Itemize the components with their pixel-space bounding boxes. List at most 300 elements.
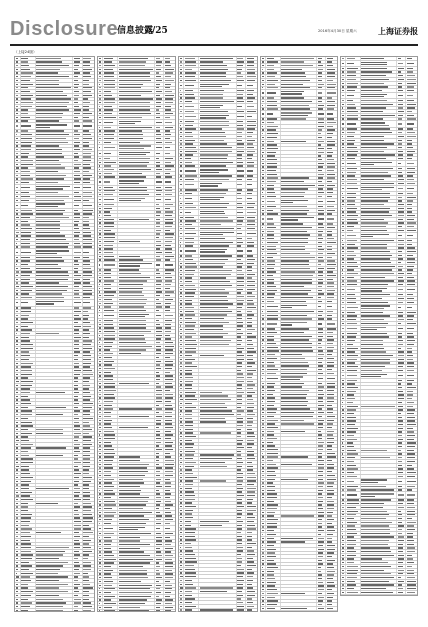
table-cell: [184, 347, 199, 350]
table-cell: [246, 306, 257, 309]
text-placeholder: [200, 72, 226, 73]
table-cell: [164, 259, 175, 262]
text-placeholder: [165, 412, 173, 413]
table-cell: [36, 377, 74, 380]
table-cell: [155, 248, 164, 251]
table-cell: [164, 591, 175, 594]
table-cell: [266, 125, 280, 128]
table-cell: [155, 426, 164, 429]
text-placeholder: [318, 126, 324, 127]
table-cell: [103, 437, 118, 440]
text-placeholder: [119, 288, 144, 289]
text-placeholder: [104, 273, 111, 274]
table-cell: [103, 72, 118, 75]
table-cell: [103, 558, 118, 561]
table-cell: [103, 64, 118, 67]
text-placeholder: [200, 392, 222, 393]
text-placeholder: [99, 169, 101, 170]
table-cell: [237, 387, 246, 390]
table-cell: [73, 557, 82, 560]
text-placeholder: [104, 482, 112, 483]
table-cell: [266, 111, 280, 116]
table-cell: [237, 220, 246, 223]
text-placeholder: [36, 286, 68, 287]
table-row: [15, 609, 94, 612]
table-cell: [36, 181, 74, 184]
table-cell: [118, 345, 155, 348]
text-placeholder: [74, 562, 79, 563]
table-cell: [266, 147, 280, 150]
text-placeholder: [74, 514, 79, 515]
text-placeholder: [16, 95, 18, 96]
table-cell: [21, 64, 36, 67]
text-placeholder: [74, 297, 80, 298]
table-cell: [237, 358, 246, 361]
table-cell: [199, 196, 236, 201]
text-placeholder: [200, 165, 226, 166]
text-placeholder: [21, 130, 28, 131]
table-cell: [155, 540, 164, 543]
text-placeholder: [200, 213, 225, 214]
text-placeholder: [104, 479, 114, 480]
continued-note: （上接24版）: [14, 50, 37, 54]
table-cell: [103, 109, 118, 112]
table-cell: [184, 61, 199, 64]
table-cell: [21, 395, 36, 398]
text-placeholder: [156, 386, 161, 387]
text-placeholder: [16, 503, 18, 504]
table-cell: [83, 256, 94, 259]
text-placeholder: [74, 117, 78, 118]
table-cell: [246, 605, 257, 608]
text-placeholder: [237, 359, 244, 360]
table-cell: [237, 491, 246, 494]
table-cell: [246, 369, 257, 372]
table-cell: [21, 213, 36, 216]
text-placeholder: [119, 65, 146, 66]
table-cell: [155, 569, 164, 572]
table-cell: [36, 90, 74, 93]
table-cell: [36, 535, 74, 538]
text-placeholder: [16, 200, 19, 201]
table-cell: [237, 110, 246, 113]
text-placeholder: [83, 98, 88, 99]
table-column: [178, 56, 258, 612]
table-cell: [164, 244, 175, 247]
text-placeholder: [185, 392, 195, 393]
table-cell: [21, 195, 36, 198]
table-cell: [246, 398, 257, 401]
text-placeholder: [74, 213, 80, 214]
table-cell: [237, 347, 246, 350]
text-placeholder: [327, 122, 336, 123]
text-placeholder: [267, 141, 274, 142]
text-placeholder: [318, 65, 323, 66]
table-cell: [164, 467, 175, 470]
text-placeholder: [267, 101, 277, 102]
text-placeholder: [99, 181, 101, 182]
text-placeholder: [119, 540, 141, 541]
table-cell: [184, 373, 199, 376]
text-placeholder: [165, 303, 172, 304]
table-cell: [184, 161, 199, 164]
text-placeholder: [180, 94, 183, 95]
text-placeholder: [36, 576, 68, 577]
text-placeholder: [16, 160, 18, 161]
table-cell: [83, 402, 94, 405]
text-placeholder: [200, 224, 222, 225]
text-placeholder: [200, 121, 229, 122]
table-cell: [118, 470, 155, 473]
table-cell: [83, 332, 94, 335]
text-placeholder: [185, 322, 196, 323]
table-cell: [73, 554, 82, 557]
text-placeholder: [119, 277, 150, 278]
table-cell: [246, 223, 257, 226]
table-cell: [237, 178, 246, 181]
table-cell: [184, 269, 199, 272]
text-placeholder: [83, 396, 90, 397]
text-placeholder: [83, 80, 88, 81]
table-cell: [199, 487, 236, 490]
table-cell: [83, 347, 94, 350]
table-cell: [184, 598, 199, 601]
table-cell: [237, 192, 246, 195]
text-placeholder: [74, 599, 81, 600]
text-placeholder: [36, 106, 67, 107]
text-placeholder: [318, 122, 324, 123]
table-cell: [199, 146, 236, 149]
text-placeholder: [119, 162, 150, 163]
table-cell: [73, 148, 82, 151]
text-placeholder: [185, 336, 192, 337]
text-placeholder: [21, 268, 30, 269]
text-placeholder: [237, 128, 244, 129]
text-placeholder: [180, 101, 182, 102]
table-cell: [164, 515, 175, 518]
text-placeholder: [36, 243, 69, 244]
table-cell: [199, 317, 236, 320]
text-placeholder: [237, 547, 243, 548]
text-placeholder: [99, 548, 101, 549]
table-cell: [21, 369, 36, 372]
text-placeholder: [180, 233, 182, 234]
text-placeholder: [16, 337, 19, 338]
table-cell: [21, 561, 36, 564]
table-cell: [103, 75, 118, 78]
text-placeholder: [119, 456, 141, 457]
table-cell: [199, 384, 236, 387]
table-cell: [155, 272, 164, 275]
table-cell: [103, 386, 118, 389]
text-placeholder: [156, 106, 161, 107]
table-cell: [21, 384, 36, 387]
table-cell: [103, 478, 118, 481]
text-placeholder: [74, 532, 79, 533]
text-placeholder: [119, 555, 150, 556]
text-placeholder: [165, 122, 173, 123]
text-placeholder: [21, 333, 30, 334]
text-placeholder: [185, 281, 192, 282]
text-placeholder: [237, 255, 242, 256]
text-placeholder: [247, 292, 253, 293]
table-cell: [164, 356, 175, 359]
text-placeholder: [119, 592, 152, 593]
text-placeholder: [180, 359, 183, 360]
text-placeholder: [104, 91, 111, 92]
table-cell: [118, 75, 155, 78]
text-placeholder: [119, 95, 141, 96]
table-cell: [73, 495, 82, 498]
text-placeholder: [74, 610, 78, 611]
text-placeholder: [36, 595, 59, 596]
text-placeholder: [36, 239, 66, 240]
table-cell: [73, 224, 82, 227]
table-cell: [237, 114, 246, 119]
text-placeholder: [74, 102, 78, 103]
table-cell: [21, 267, 36, 270]
text-placeholder: [21, 528, 32, 529]
text-placeholder: [74, 536, 80, 537]
text-placeholder: [327, 108, 335, 109]
text-placeholder: [119, 544, 151, 545]
text-placeholder: [165, 72, 173, 73]
table-cell: [73, 509, 82, 512]
text-placeholder: [16, 243, 18, 244]
text-placeholder: [16, 359, 18, 360]
table-cell: [73, 318, 82, 321]
table-cell: [199, 255, 236, 258]
table-cell: [155, 130, 164, 133]
table-cell: [184, 128, 199, 131]
table-cell: [199, 402, 236, 405]
text-placeholder: [185, 373, 192, 374]
table-cell: [83, 64, 94, 67]
text-placeholder: [247, 517, 256, 518]
table-cell: [237, 575, 246, 578]
text-placeholder: [21, 228, 32, 229]
table-cell: [155, 441, 164, 444]
text-placeholder: [237, 238, 242, 239]
table-cell: [164, 430, 175, 433]
text-placeholder: [237, 303, 242, 304]
text-placeholder: [156, 416, 162, 417]
text-placeholder: [165, 497, 170, 498]
text-placeholder: [16, 473, 19, 474]
table-cell: [184, 443, 199, 446]
table-cell: [237, 398, 246, 401]
table-cell: [164, 298, 175, 301]
text-placeholder: [156, 181, 162, 182]
table-cell: [21, 94, 36, 97]
text-placeholder: [237, 466, 242, 467]
text-placeholder: [99, 122, 102, 123]
table-cell: [199, 347, 236, 350]
text-placeholder: [16, 506, 18, 507]
text-placeholder: [247, 480, 256, 481]
table-cell: [199, 469, 236, 472]
text-placeholder: [16, 224, 19, 225]
text-placeholder: [165, 353, 173, 354]
text-placeholder: [180, 154, 183, 155]
table-cell: [155, 400, 164, 403]
table-cell: [164, 599, 175, 602]
table-cell: [237, 443, 246, 446]
text-placeholder: [104, 372, 111, 373]
table-cell: [237, 210, 246, 215]
table-cell: [266, 129, 280, 132]
table-cell: [83, 191, 94, 194]
text-placeholder: [185, 591, 192, 592]
table-cell: [281, 147, 317, 150]
text-placeholder: [200, 69, 228, 70]
table-cell: [199, 104, 236, 109]
text-placeholder: [21, 167, 28, 168]
text-placeholder: [74, 153, 78, 154]
table-cell: [184, 258, 199, 261]
text-placeholder: [16, 315, 19, 316]
text-placeholder: [200, 281, 230, 282]
table-cell: [266, 64, 280, 67]
table-cell: [36, 587, 74, 590]
text-placeholder: [318, 61, 322, 62]
text-placeholder: [156, 84, 160, 85]
table-cell: [199, 128, 236, 131]
text-placeholder: [200, 399, 231, 400]
text-placeholder: [180, 147, 182, 148]
text-placeholder: [185, 314, 195, 315]
text-placeholder: [247, 370, 256, 371]
text-placeholder: [83, 337, 89, 338]
table-cell: [184, 465, 199, 468]
table-cell: [83, 329, 94, 332]
table-cell: [36, 491, 74, 494]
text-placeholder: [16, 355, 19, 356]
table-cell: [164, 313, 175, 318]
table-cell: [246, 347, 257, 350]
table-cell: [281, 158, 317, 161]
text-placeholder: [16, 595, 18, 596]
text-placeholder: [36, 250, 69, 251]
text-placeholder: [21, 120, 28, 121]
text-placeholder: [200, 395, 228, 396]
table-cell: [237, 384, 246, 387]
table-cell: [118, 211, 155, 214]
text-placeholder: [180, 591, 183, 592]
text-placeholder: [267, 113, 273, 114]
table-cell: [83, 454, 94, 457]
text-placeholder: [83, 573, 88, 574]
table-cell: [21, 528, 36, 531]
table-cell: [103, 193, 118, 196]
text-placeholder: [16, 422, 18, 423]
text-placeholder: [83, 514, 91, 515]
text-placeholder: [185, 292, 195, 293]
text-placeholder: [119, 173, 142, 174]
text-placeholder: [247, 132, 254, 133]
text-placeholder: [200, 136, 226, 137]
table-cell: [103, 229, 118, 232]
table-cell: [73, 461, 82, 464]
table-cell: [164, 569, 175, 572]
text-placeholder: [83, 87, 92, 88]
table-cell: [73, 602, 82, 605]
text-placeholder: [74, 235, 79, 236]
text-placeholder: [247, 528, 256, 529]
text-placeholder: [104, 562, 114, 563]
text-placeholder: [21, 187, 29, 188]
text-placeholder: [16, 187, 18, 188]
table-cell: [21, 79, 36, 82]
text-placeholder: [200, 318, 224, 319]
table-cell: [164, 211, 175, 214]
table-cell: [155, 558, 164, 561]
table-cell: [164, 482, 175, 485]
table-cell: [21, 531, 36, 534]
text-placeholder: [99, 84, 101, 85]
text-placeholder: [185, 366, 197, 367]
text-placeholder: [21, 587, 28, 588]
table-cell: [36, 87, 74, 90]
text-placeholder: [262, 84, 264, 85]
text-placeholder: [74, 606, 78, 607]
table-cell: [36, 458, 74, 461]
table-cell: [246, 487, 257, 490]
text-placeholder: [74, 205, 79, 206]
text-placeholder: [180, 547, 182, 548]
text-placeholder: [267, 133, 278, 134]
table-cell: [246, 365, 257, 368]
table-cell: [36, 447, 74, 450]
text-placeholder: [185, 451, 195, 452]
text-placeholder: [247, 162, 254, 163]
text-placeholder: [83, 95, 92, 96]
table-cell: [199, 351, 236, 354]
text-placeholder: [104, 353, 113, 354]
table-cell: [237, 553, 246, 556]
text-placeholder: [180, 179, 182, 180]
text-placeholder: [21, 205, 28, 206]
text-placeholder: [165, 349, 173, 350]
text-placeholder: [119, 273, 142, 274]
table-cell: [83, 568, 94, 571]
text-placeholder: [36, 72, 58, 73]
text-placeholder: [247, 250, 252, 251]
text-placeholder: [185, 495, 195, 496]
text-placeholder: [237, 502, 242, 503]
table-cell: [155, 610, 164, 612]
table-cell: [21, 137, 36, 140]
table-cell: [73, 246, 82, 249]
table-cell: [73, 590, 82, 593]
table-cell: [103, 569, 118, 572]
table-cell: [36, 263, 74, 266]
text-placeholder: [237, 340, 242, 341]
table-cell: [118, 319, 155, 322]
table-cell: [237, 139, 246, 142]
table-cell: [118, 386, 155, 389]
table-cell: [155, 218, 164, 221]
text-placeholder: [74, 377, 78, 378]
text-placeholder: [74, 246, 81, 247]
text-placeholder: [237, 65, 242, 66]
text-placeholder: [119, 527, 146, 528]
table-cell: [103, 532, 118, 535]
text-placeholder: [119, 154, 146, 155]
table-cell: [83, 520, 94, 523]
table-cell: [237, 535, 246, 538]
table-cell: [36, 513, 74, 516]
